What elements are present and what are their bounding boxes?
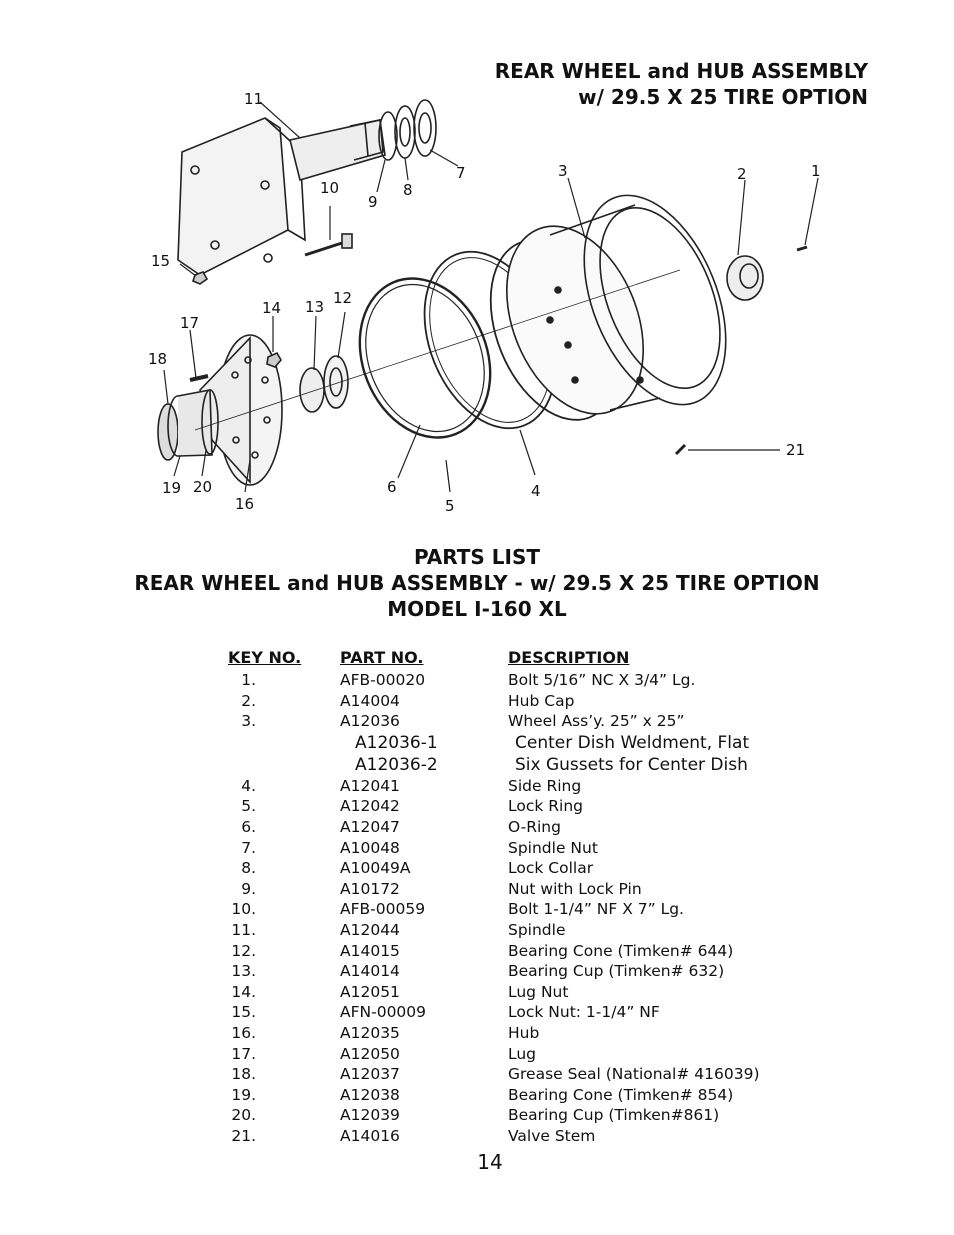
wheel-rim-drawing xyxy=(481,175,754,434)
table-row xyxy=(0,732,954,754)
part-no: A12041 xyxy=(340,776,400,795)
part-no: A12035 xyxy=(340,1023,400,1042)
description: O-Ring xyxy=(508,817,561,836)
description: Lug Nut xyxy=(508,982,569,1001)
page-number: 14 xyxy=(477,1150,503,1174)
table-row xyxy=(0,1105,954,1126)
table-row xyxy=(0,1023,954,1044)
key-no: 3. xyxy=(241,712,256,731)
description: Bearing Cone (Timken# 644) xyxy=(508,941,734,960)
key-no: 13. xyxy=(231,962,256,981)
key-no: 7. xyxy=(241,838,256,857)
valve-stem-drawing xyxy=(676,445,685,454)
part-no: A12036-1 xyxy=(355,732,438,753)
callout-6: 6 xyxy=(387,478,397,496)
part-no: A14004 xyxy=(340,691,400,710)
description: Six Gussets for Center Dish xyxy=(515,754,748,775)
key-no: 8. xyxy=(241,859,256,878)
callout-7: 7 xyxy=(456,164,466,182)
key-no: 15. xyxy=(231,1003,256,1022)
description: Hub Cap xyxy=(508,691,575,710)
callout-17: 17 xyxy=(180,314,200,332)
model-name: MODEL I-160 XL xyxy=(387,597,567,621)
part-no: A12042 xyxy=(340,797,400,816)
description: Lock Nut: 1-1/4” NF xyxy=(508,1003,660,1022)
description: Side Ring xyxy=(508,776,582,795)
table-row xyxy=(0,754,954,776)
callout-16: 16 xyxy=(235,495,255,513)
key-no: 5. xyxy=(241,797,256,816)
key-no: 6. xyxy=(241,817,256,836)
description: Spindle xyxy=(508,920,566,939)
description: Wheel Ass’y. 25” x 25” xyxy=(508,712,685,731)
part-no: A10049A xyxy=(340,859,411,878)
key-no: 19. xyxy=(231,1085,256,1104)
exploded-assembly-diagram xyxy=(140,80,840,520)
part-no: A12036 xyxy=(340,712,400,731)
table-row xyxy=(0,1064,954,1085)
part-no: A12036-2 xyxy=(355,754,438,775)
table-row xyxy=(0,796,954,817)
table-row xyxy=(0,858,954,879)
description: Lock Collar xyxy=(508,859,594,878)
callout-5: 5 xyxy=(445,497,455,515)
description: Center Dish Weldment, Flat xyxy=(515,732,750,753)
lug-drawing xyxy=(190,376,208,380)
description: Valve Stem xyxy=(508,1126,596,1145)
part-no: A12039 xyxy=(340,1106,400,1125)
table-row xyxy=(0,899,954,920)
key-no: 18. xyxy=(231,1065,256,1084)
callout-9: 9 xyxy=(368,193,378,211)
callout-2: 2 xyxy=(737,165,747,183)
callout-8: 8 xyxy=(403,181,413,199)
description: Bearing Cup (Timken#861) xyxy=(508,1106,720,1125)
part-no: A12044 xyxy=(340,920,400,939)
table-row xyxy=(0,711,954,732)
part-no: A14016 xyxy=(340,1126,400,1145)
description: Bolt 1-1/4” NF X 7” Lg. xyxy=(508,900,684,919)
part-no: A12051 xyxy=(340,982,400,1001)
part-no: AFB-00059 xyxy=(340,900,426,919)
key-no: 2. xyxy=(241,691,256,710)
description: Hub xyxy=(508,1023,540,1042)
key-no: 1. xyxy=(241,671,256,689)
description: Bearing Cone (Timken# 854) xyxy=(508,1085,734,1104)
description: Lock Ring xyxy=(508,797,584,816)
parts-list-subtitle: REAR WHEEL and HUB ASSEMBLY - w/ 29.5 X 25 TIRE OPTION xyxy=(134,571,820,595)
part-no: A10048 xyxy=(340,838,400,857)
column-header-key: KEY NO. xyxy=(228,648,302,667)
key-no: 14. xyxy=(231,982,256,1001)
callout-3: 3 xyxy=(558,162,568,180)
description: Nut with Lock Pin xyxy=(508,879,642,898)
callout-10: 10 xyxy=(320,179,340,197)
part-no: A14014 xyxy=(340,962,400,981)
callout-15: 15 xyxy=(151,252,171,270)
table-row xyxy=(0,1002,954,1023)
hub-cap-drawing xyxy=(727,256,763,300)
table-row xyxy=(0,1126,954,1147)
callout-20: 20 xyxy=(193,478,213,496)
table-row xyxy=(0,838,954,859)
part-no: A12037 xyxy=(340,1065,400,1084)
part-no: A10172 xyxy=(340,879,400,898)
table-row xyxy=(0,817,954,838)
description: Bolt 5/16” NC X 3/4” Lg. xyxy=(508,671,696,689)
part-no: A12038 xyxy=(340,1085,400,1104)
key-no: 21. xyxy=(231,1126,256,1145)
part-no: A12047 xyxy=(340,817,400,836)
part-no: AFN-00009 xyxy=(340,1003,427,1022)
callout-13: 13 xyxy=(305,298,325,316)
callout-12: 12 xyxy=(333,289,353,307)
key-no: 20. xyxy=(231,1106,256,1125)
table-row xyxy=(0,920,954,941)
key-no: 9. xyxy=(241,879,256,898)
table-row xyxy=(0,941,954,962)
table-row xyxy=(0,1044,954,1065)
part-no: A12050 xyxy=(340,1044,400,1063)
table-row xyxy=(0,691,954,712)
spindle-nut-group-drawing xyxy=(379,100,436,160)
callout-18: 18 xyxy=(148,350,168,368)
callout-21: 21 xyxy=(786,441,806,459)
callout-4: 4 xyxy=(531,482,541,500)
description: Bearing Cup (Timken# 632) xyxy=(508,962,725,981)
key-no: 17. xyxy=(231,1044,256,1063)
parts-list-title: PARTS LIST xyxy=(413,545,541,569)
part-no: AFB-00020 xyxy=(340,671,426,689)
key-no: 16. xyxy=(231,1023,256,1042)
callout-14: 14 xyxy=(262,299,282,317)
key-no: 11. xyxy=(231,920,256,939)
key-no: 4. xyxy=(241,776,256,795)
table-row xyxy=(0,982,954,1003)
description: Grease Seal (National# 416039) xyxy=(508,1065,760,1084)
table-row xyxy=(0,1085,954,1106)
diagram-title-line2: w/ 29.5 X 25 TIRE OPTION xyxy=(578,85,868,109)
bolt-1-drawing xyxy=(797,247,807,250)
callout-1: 1 xyxy=(811,162,821,180)
table-row xyxy=(0,670,954,691)
callout-11: 11 xyxy=(244,90,264,108)
column-header-description: DESCRIPTION xyxy=(508,648,630,667)
diagram-title-line1: REAR WHEEL and HUB ASSEMBLY xyxy=(494,59,868,83)
bearing-cup-cone-drawing xyxy=(300,356,348,412)
table-row xyxy=(0,961,954,982)
key-no: 12. xyxy=(231,941,256,960)
column-header-part: PART NO. xyxy=(340,648,424,667)
parts-table xyxy=(0,670,954,1167)
bolt-10-drawing xyxy=(305,234,352,255)
part-no: A14015 xyxy=(340,941,400,960)
spindle-plate-drawing xyxy=(178,118,385,275)
callout-19: 19 xyxy=(162,479,182,497)
description: Lug xyxy=(508,1044,537,1063)
table-row xyxy=(0,879,954,900)
table-row xyxy=(0,776,954,797)
lock-nut-15-drawing xyxy=(193,272,207,284)
key-no: 10. xyxy=(231,900,256,919)
description: Spindle Nut xyxy=(508,838,598,857)
